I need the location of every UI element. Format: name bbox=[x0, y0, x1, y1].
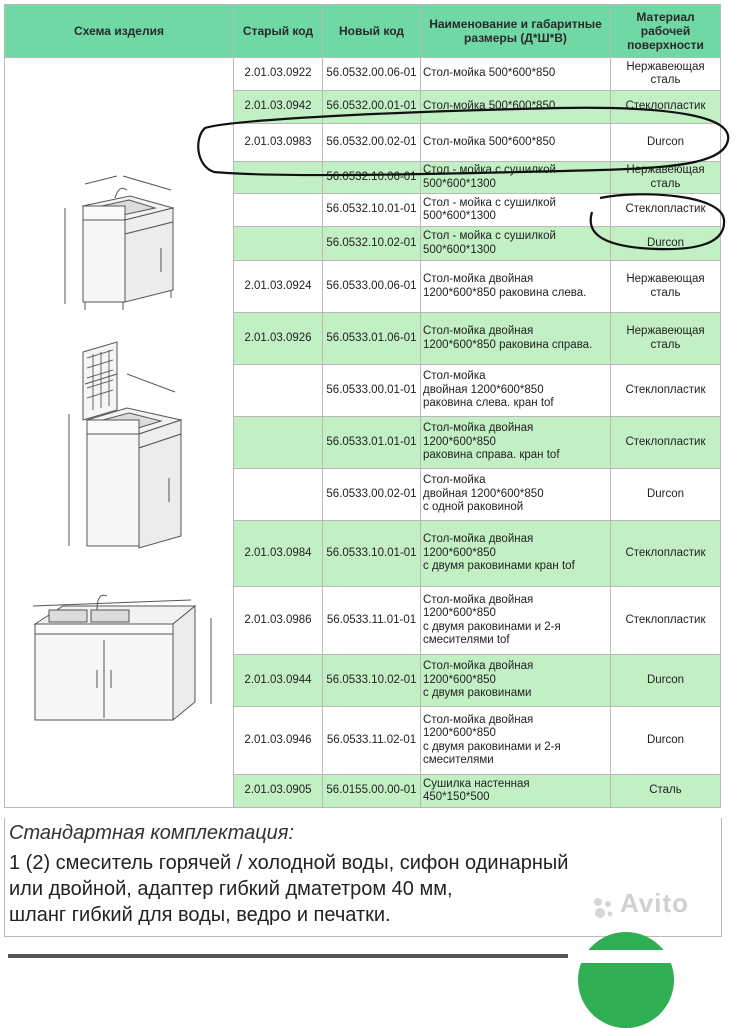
cell-name: Стол-мойка 500*600*850 bbox=[421, 91, 611, 124]
cell-new-code: 56.0532.00.02-01 bbox=[323, 124, 421, 162]
double-sink-drawing bbox=[33, 595, 211, 720]
cell-new-code: 56.0532.00.06-01 bbox=[323, 58, 421, 91]
cell-material: Нержавеющая сталь bbox=[611, 162, 721, 194]
table-header-row bbox=[5, 5, 721, 58]
cell-material: Durcon bbox=[611, 655, 721, 707]
cell-name: Сушилка настенная 450*150*500 bbox=[421, 775, 611, 808]
cell-old-code: 2.01.03.0905 bbox=[234, 775, 323, 808]
cell-old-code: 2.01.03.0922 bbox=[234, 58, 323, 91]
cell-material: Durcon bbox=[611, 707, 721, 775]
cell-material: Стеклопластик bbox=[611, 521, 721, 587]
cell-new-code: 56.0533.01.06-01 bbox=[323, 313, 421, 365]
cell-old-code: 2.01.03.0986 bbox=[234, 587, 323, 655]
single-sink-drawing bbox=[65, 176, 173, 310]
cell-new-code: 56.0533.10.01-01 bbox=[323, 521, 421, 587]
header-old-code: Старый код bbox=[234, 5, 323, 58]
avito-watermark: Avito bbox=[620, 888, 690, 918]
cell-name: Стол - мойка с сушилкой 500*600*1300 bbox=[421, 227, 611, 261]
cell-old-code bbox=[234, 227, 323, 261]
cell-name: Стол-мойка двойная 1200*600*850 с двумя раковинами кран tof bbox=[421, 521, 611, 587]
cell-old-code: 2.01.03.0924 bbox=[234, 261, 323, 313]
cell-name: Стол - мойка с сушилкой 500*600*1300 bbox=[421, 162, 611, 194]
cell-material: Durcon bbox=[611, 469, 721, 521]
bottom-strip bbox=[0, 950, 746, 963]
header-name: Наименование и габаритные размеры (Д*Ш*В) bbox=[421, 5, 611, 58]
cell-material: Стеклопластик bbox=[611, 91, 721, 124]
header-new-code: Новый код bbox=[323, 5, 421, 58]
cell-new-code: 56.0533.11.01-01 bbox=[323, 587, 421, 655]
cell-new-code: 56.0533.10.02-01 bbox=[323, 655, 421, 707]
cell-name: Стол-мойка 500*600*850 bbox=[421, 124, 611, 162]
cell-new-code: 56.0532.10.02-01 bbox=[323, 227, 421, 261]
cell-old-code bbox=[234, 194, 323, 227]
cell-name: Стол-мойка двойная 1200*600*850 с двумя раковинами и 2-я смесителями tof bbox=[421, 587, 611, 655]
cell-name: Стол-мойка 500*600*850 bbox=[421, 58, 611, 91]
cell-old-code: 2.01.03.0946 bbox=[234, 707, 323, 775]
cell-material: Durcon bbox=[611, 227, 721, 261]
cell-material: Сталь bbox=[611, 775, 721, 808]
cell-name: Стол-мойка двойная 1200*600*850 раковина слева. кран tof bbox=[421, 365, 611, 417]
cell-name: Стол - мойка с сушилкой 500*600*1300 bbox=[421, 194, 611, 227]
product-table bbox=[4, 4, 721, 808]
cell-material: Стеклопластик bbox=[611, 365, 721, 417]
product-drawings bbox=[5, 58, 233, 818]
cell-material: Стеклопластик bbox=[611, 417, 721, 469]
cell-new-code: 56.0155.00.00-01 bbox=[323, 775, 421, 808]
cell-new-code: 56.0533.00.01-01 bbox=[323, 365, 421, 417]
cell-old-code bbox=[234, 365, 323, 417]
cell-material: Стеклопластик bbox=[611, 194, 721, 227]
green-badge-icon bbox=[578, 932, 674, 1028]
standard-equipment-text: 1 (2) смеситель горячей / холодной воды, сифон одинарный или двойной, адаптер гибкий дматетром 40 мм, шланг гибкий для воды, ведро и печатки. bbox=[9, 852, 569, 926]
sink-with-dryer-drawing bbox=[69, 342, 181, 548]
cell-old-code: 2.01.03.0942 bbox=[234, 91, 323, 124]
scheme-column bbox=[5, 58, 234, 808]
cell-material: Нержавеющая сталь bbox=[611, 58, 721, 91]
cell-old-code bbox=[234, 417, 323, 469]
cell-new-code: 56.0532.10.01-01 bbox=[323, 194, 421, 227]
cell-name: Стол-мойка двойная 1200*600*850 раковина справа. bbox=[421, 313, 611, 365]
cell-new-code: 56.0532.10.06-01 bbox=[323, 162, 421, 194]
standard-equipment-title: Стандартная комплектация: bbox=[9, 822, 295, 844]
header-material: Материал рабочей поверхности bbox=[611, 5, 721, 58]
cell-name: Стол-мойка двойная 1200*600*850 раковина справа. кран tof bbox=[421, 417, 611, 469]
cell-old-code: 2.01.03.0944 bbox=[234, 655, 323, 707]
cell-material: Нержавеющая сталь bbox=[611, 261, 721, 313]
header-scheme: Схема изделия bbox=[5, 5, 234, 58]
cell-new-code: 56.0533.11.02-01 bbox=[323, 707, 421, 775]
cell-new-code: 56.0533.00.06-01 bbox=[323, 261, 421, 313]
cell-name: Стол-мойка двойная 1200*600*850 с двумя раковинами bbox=[421, 655, 611, 707]
cell-new-code: 56.0533.01.01-01 bbox=[323, 417, 421, 469]
cell-material: Durcon bbox=[611, 124, 721, 162]
avito-logo-icon bbox=[592, 896, 616, 920]
cell-material: Стеклопластик bbox=[611, 587, 721, 655]
cell-old-code: 2.01.03.0984 bbox=[234, 521, 323, 587]
cell-old-code bbox=[234, 469, 323, 521]
cell-old-code bbox=[234, 162, 323, 194]
cell-name: Стол-мойка двойная 1200*600*850 с одной раковиной bbox=[421, 469, 611, 521]
cell-new-code: 56.0533.00.02-01 bbox=[323, 469, 421, 521]
cell-name: Стол-мойка двойная 1200*600*850 раковина слева. bbox=[421, 261, 611, 313]
cell-new-code: 56.0532.00.01-01 bbox=[323, 91, 421, 124]
table-row bbox=[5, 58, 721, 91]
cell-old-code: 2.01.03.0926 bbox=[234, 313, 323, 365]
cell-material: Нержавеющая сталь bbox=[611, 313, 721, 365]
cell-name: Стол-мойка двойная 1200*600*850 с двумя раковинами и 2-я смесителями bbox=[421, 707, 611, 775]
cell-old-code: 2.01.03.0983 bbox=[234, 124, 323, 162]
